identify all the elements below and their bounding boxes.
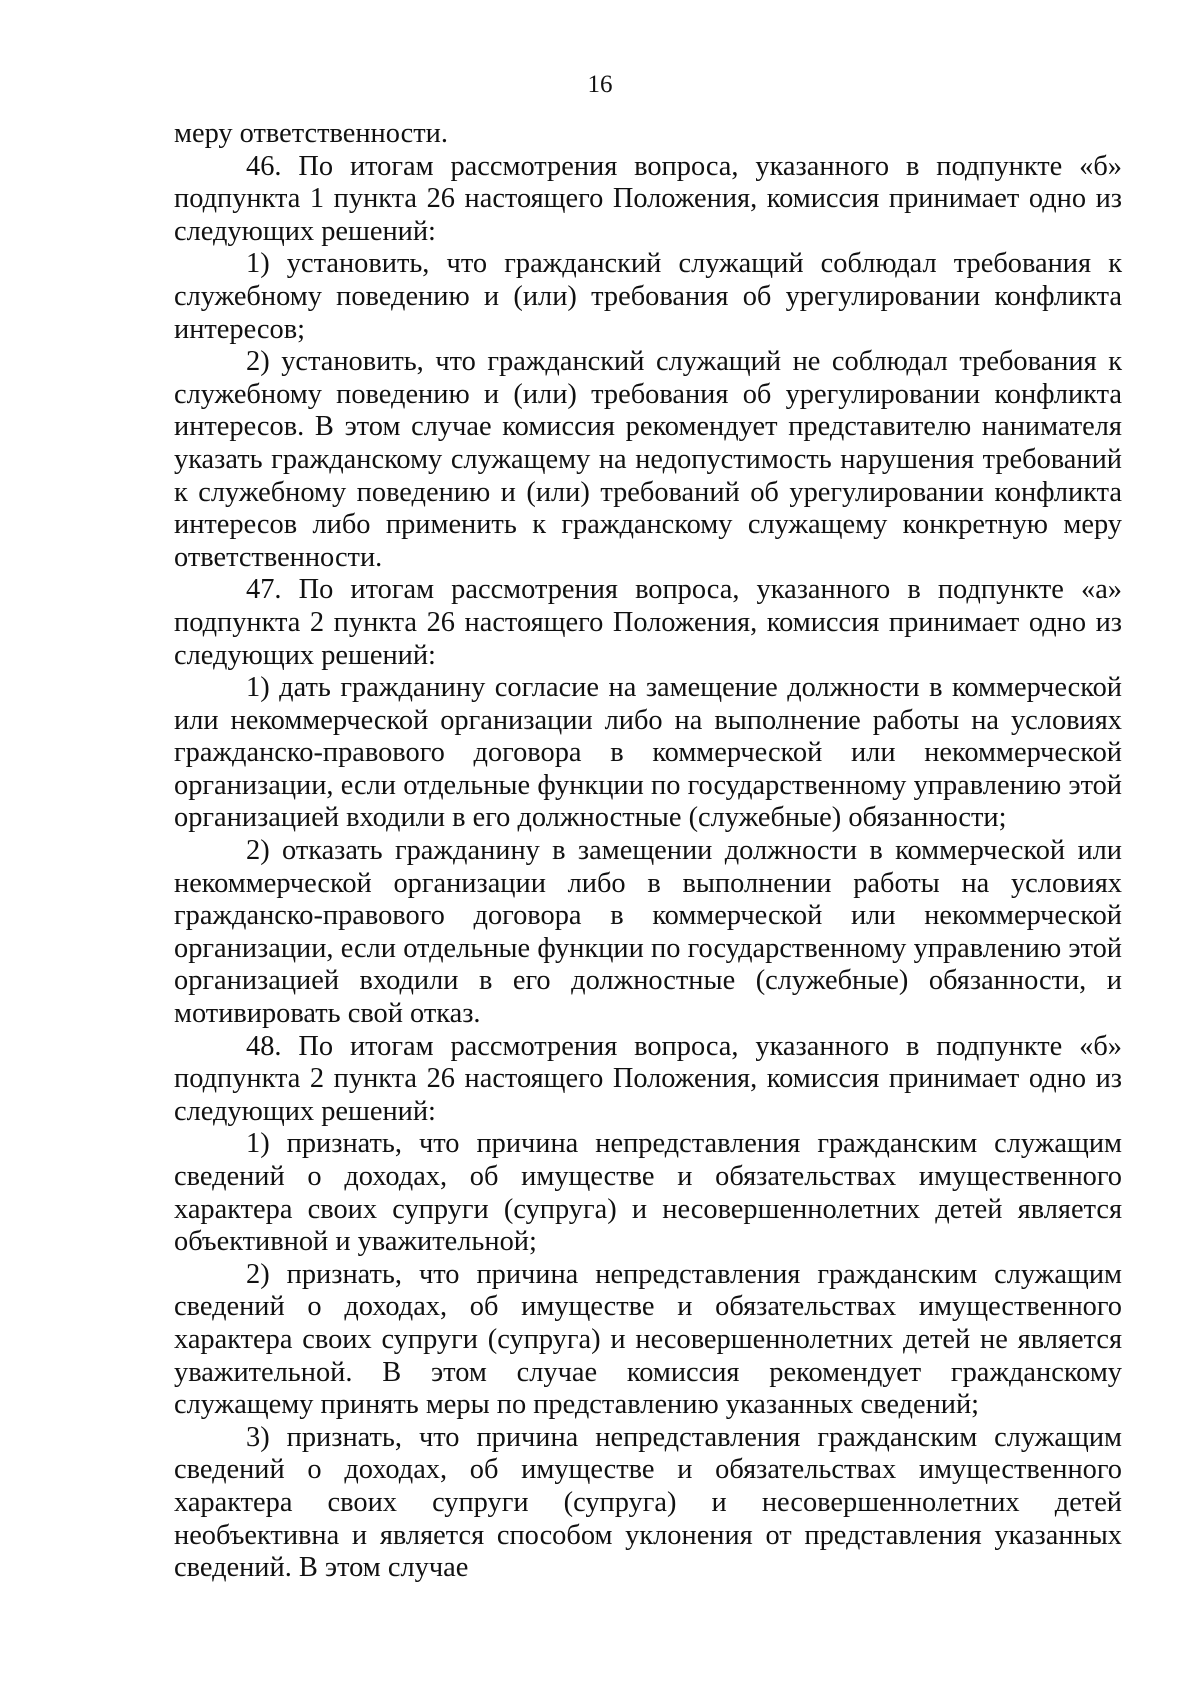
paragraph-48-item-2: 2) признать, что причина непредставления гражданским служащим сведений о доходах, об имуществе и обязательствах имущественного характера своих супруги (супруга) и несовершеннолетних детей не является уважительной. В этом случае комиссия рекомендует гражданскому служащему принять меры по представлению указанных сведений; xyxy=(174,1258,1122,1421)
paragraph-46: 46. По итогам рассмотрения вопроса, указанного в подпункте «б» подпункта 1 пункта 26 настоящего Положения, комиссия принимает одно из следующих решений: xyxy=(174,150,1122,247)
paragraph-48: 48. По итогам рассмотрения вопроса, указанного в подпункте «б» подпункта 2 пункта 26 настоящего Положения, комиссия принимает одно из следующих решений: xyxy=(174,1030,1122,1127)
paragraph-48-item-1: 1) признать, что причина непредставления гражданским служащим сведений о доходах, об имуществе и обязательствах имущественного характера своих супруги (супруга) и несовершеннолетних детей является объективной и уважительной; xyxy=(174,1128,1122,1258)
paragraph-47-item-1: 1) дать гражданину согласие на замещение должности в коммерческой или некоммерческой организации либо на выполнение работы на условиях гражданско-правового договора в коммерческой или некоммерческой организации, если отдельные функции по государственному управлению этой организацией входили в его должностные (служебные) обязанности; xyxy=(174,672,1122,834)
document-body xyxy=(174,118,1122,1585)
paragraph-46-item-1: 1) установить, что гражданский служащий соблюдал требования к служебному поведению и (или) требования об урегулировании конфликта интересов; xyxy=(174,248,1122,345)
paragraph-48-item-3: 3) признать, что причина непредставления гражданским служащим сведений о доходах, об имуществе и обязательствах имущественного характера своих супруги (супруга) и несовершеннолетних детей необъективна и является способом уклонения от представления указанных сведений. В этом случае xyxy=(174,1421,1122,1584)
paragraph-continuation: меру ответственности. xyxy=(174,118,448,149)
paragraph-47: 47. По итогам рассмотрения вопроса, указанного в подпункте «а» подпункта 2 пункта 26 настоящего Положения, комиссия принимает одно из следующих решений: xyxy=(174,574,1122,671)
paragraph-46-item-2: 2) установить, что гражданский служащий не соблюдал требования к служебному поведению и (или) требования об урегулировании конфликта интересов. В этом случае комиссия рекомендует представителю нанимателя указать гражданскому служащему на недопустимость нарушения требований к служебному поведению и (или) требований об урегулировании конфликта интересов либо применить к гражданскому служащему конкретную меру ответственности. xyxy=(174,346,1122,573)
paragraph-47-item-2: 2) отказать гражданину в замещении должности в коммерческой или некоммерческой организации либо в выполнении работы на условиях гражданско-правового договора в коммерческой или некоммерческой организации, если отдельные функции по государственному управлению этой организацией входили в его должностные (служебные) обязанности, и мотивировать свой отказ. xyxy=(174,835,1122,1030)
page-number: 16 xyxy=(587,71,613,98)
